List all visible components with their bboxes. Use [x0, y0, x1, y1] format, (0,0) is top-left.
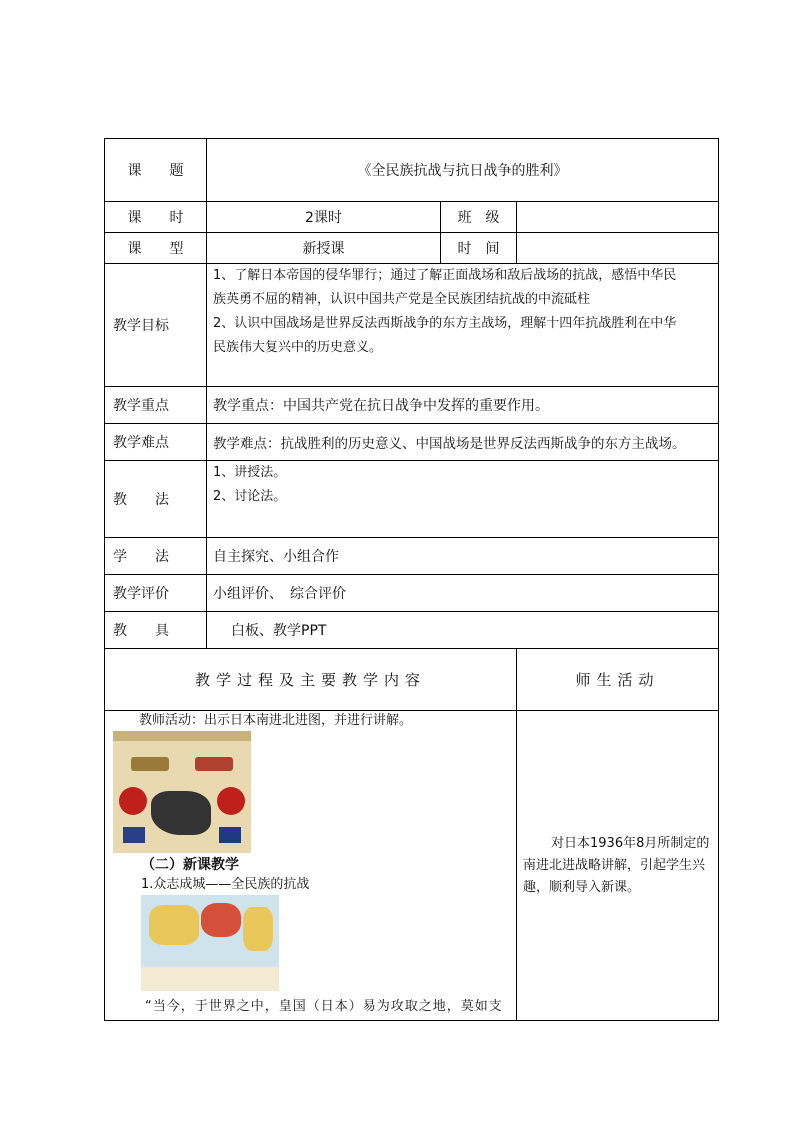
side-note: 对日本1936年8月所制定的南进北进战略讲解，引起学生兴趣，顺利导入新课。: [523, 835, 710, 895]
process-header: 教学过程及主要教学内容: [105, 649, 517, 711]
key-value: 教学重点：中国共产党在抗日战争中发挥的重要作用。: [207, 387, 719, 424]
subsection-title: 1.众志成城——全民族的抗战: [141, 877, 310, 892]
topic-label: 课 题: [105, 139, 207, 202]
tools-label: 教 具: [105, 612, 207, 649]
goals-label: 教学目标: [105, 264, 207, 387]
activity-header: 师生活动: [517, 649, 719, 711]
japan-strategy-image: [113, 731, 251, 853]
tools-value: 白板、教学PPT: [207, 612, 719, 649]
row-key: [105, 387, 719, 424]
goals-value: [207, 264, 719, 387]
type-value: 新授课: [207, 233, 441, 264]
row-study: [105, 538, 719, 575]
activity-content: [517, 711, 719, 1021]
goal-line: 族英勇不屈的精神，认识中国共产党是全民族团结抗战的中流砥柱: [213, 292, 591, 307]
time-value: [517, 233, 719, 264]
method-label: 教 法: [105, 461, 207, 538]
goal-line: 民族伟大复兴中的历史意义。: [213, 340, 383, 355]
method-value: [207, 461, 719, 538]
row-tools: [105, 612, 719, 649]
row-process-content: [105, 711, 719, 1021]
time-label: 时 间: [441, 233, 517, 264]
difficult-label: 教学难点: [105, 424, 207, 461]
class-label: 班 级: [441, 202, 517, 233]
row-goals: [105, 264, 719, 387]
row-type: [105, 233, 719, 264]
study-label: 学 法: [105, 538, 207, 575]
row-topic: [105, 139, 719, 202]
difficult-value: 教学难点：抗战胜利的历史意义、中国战场是世界反法西斯战争的东方主战场。: [207, 424, 719, 461]
class-value: [517, 202, 719, 233]
topic-value: 《全民族抗战与抗日战争的胜利》: [207, 139, 719, 202]
row-eval: [105, 575, 719, 612]
goal-line: 2、认识中国战场是世界反法西斯战争的东方主战场，理解十四年抗战胜利在中华: [213, 316, 677, 331]
goal-line: 1、了解日本帝国的侵华罪行；通过了解正面战场和敌后战场的抗战，感悟中华民: [213, 268, 677, 283]
study-value: 自主探究、小组合作: [207, 538, 719, 575]
row-process-header: [105, 649, 719, 711]
world-map-image: [141, 895, 279, 991]
row-method: [105, 461, 719, 538]
hours-value: 2课时: [207, 202, 441, 233]
eval-value: 小组评价、 综合评价: [207, 575, 719, 612]
teacher-activity: 教师活动：出示日本南进北进图，并进行讲解。: [139, 713, 413, 728]
lesson-plan-table: [104, 138, 719, 1021]
section-title: （二）新课教学: [141, 857, 239, 873]
eval-label: 教学评价: [105, 575, 207, 612]
row-hours: [105, 202, 719, 233]
hours-label: 课 时: [105, 202, 207, 233]
method-line: 2、讨论法。: [213, 489, 287, 504]
method-line: 1、讲授法。: [213, 465, 287, 480]
key-label: 教学重点: [105, 387, 207, 424]
quote-text: “当今，于世界之中，皇国（日本）易为攻取之地，莫如支: [145, 999, 503, 1014]
type-label: 课 型: [105, 233, 207, 264]
process-content: [105, 711, 517, 1021]
row-difficult: [105, 424, 719, 461]
